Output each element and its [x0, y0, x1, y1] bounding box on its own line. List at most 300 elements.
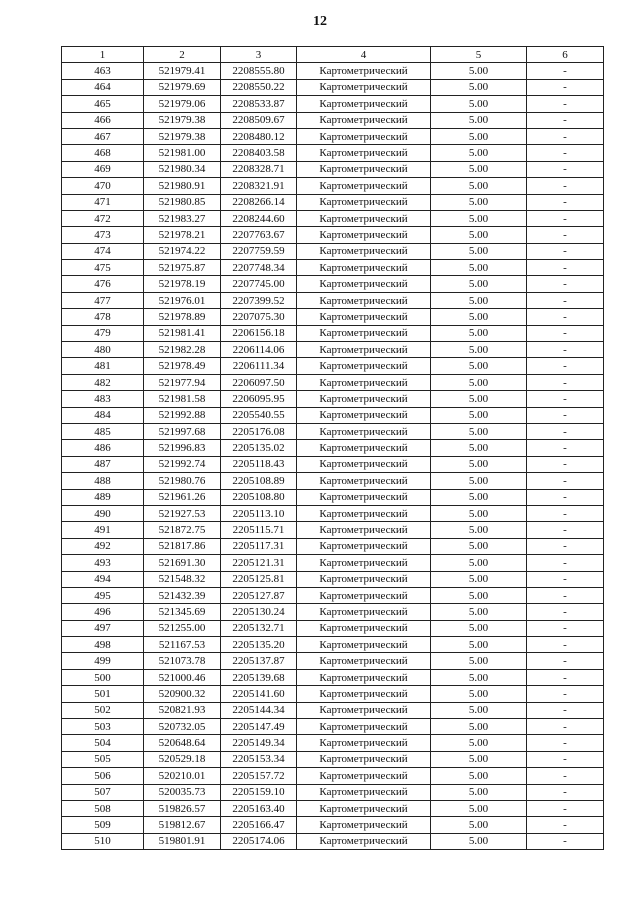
table-cell: 2205115.71 — [221, 522, 297, 538]
column-header: 3 — [221, 47, 297, 63]
table-row — [62, 702, 604, 718]
table-cell: Картометрический — [297, 456, 431, 472]
table-cell: 521997.68 — [144, 423, 221, 439]
table-cell: 5.00 — [431, 620, 527, 636]
table-cell: 471 — [62, 194, 144, 210]
table-cell: - — [527, 440, 604, 456]
table-cell: - — [527, 456, 604, 472]
table-cell: 2205137.87 — [221, 653, 297, 669]
table-row — [62, 604, 604, 620]
table-cell: 521432.39 — [144, 587, 221, 603]
table-row — [62, 161, 604, 177]
table-cell: 2208403.58 — [221, 145, 297, 161]
table-cell: 508 — [62, 800, 144, 816]
table-cell: Картометрический — [297, 210, 431, 226]
table-cell: 5.00 — [431, 735, 527, 751]
table-cell: 466 — [62, 112, 144, 128]
table-cell: 497 — [62, 620, 144, 636]
table-row — [62, 145, 604, 161]
table-cell: - — [527, 473, 604, 489]
table-cell: - — [527, 538, 604, 554]
table-cell: Картометрический — [297, 719, 431, 735]
table-cell: 5.00 — [431, 555, 527, 571]
table-cell: - — [527, 309, 604, 325]
table-row — [62, 391, 604, 407]
table-cell: 520529.18 — [144, 751, 221, 767]
table-cell: Картометрический — [297, 833, 431, 849]
table-cell: Картометрический — [297, 784, 431, 800]
table-cell: 476 — [62, 276, 144, 292]
table-cell: 520035.73 — [144, 784, 221, 800]
table-cell: 521981.00 — [144, 145, 221, 161]
table-cell: 521978.19 — [144, 276, 221, 292]
table-cell: - — [527, 833, 604, 849]
table-cell: 475 — [62, 260, 144, 276]
table-row — [62, 342, 604, 358]
table-cell: 2205108.89 — [221, 473, 297, 489]
table-cell: 499 — [62, 653, 144, 669]
table-cell: Картометрический — [297, 79, 431, 95]
table-cell: 521983.27 — [144, 210, 221, 226]
table-cell: 2207075.30 — [221, 309, 297, 325]
table-cell: 519812.67 — [144, 817, 221, 833]
table-cell: Картометрический — [297, 178, 431, 194]
table-row — [62, 325, 604, 341]
table-cell: 2205118.43 — [221, 456, 297, 472]
table-cell: 489 — [62, 489, 144, 505]
table-row — [62, 227, 604, 243]
table-cell: Картометрический — [297, 374, 431, 390]
table-cell: 521981.58 — [144, 391, 221, 407]
table-cell: 521979.06 — [144, 96, 221, 112]
table-cell: - — [527, 571, 604, 587]
table-cell: 2205108.80 — [221, 489, 297, 505]
table-row — [62, 571, 604, 587]
table-cell: 496 — [62, 604, 144, 620]
table-cell: 5.00 — [431, 833, 527, 849]
column-header: 2 — [144, 47, 221, 63]
table-cell: 521996.83 — [144, 440, 221, 456]
table-cell: 5.00 — [431, 178, 527, 194]
table-cell: 521817.86 — [144, 538, 221, 554]
table-cell: 2208328.71 — [221, 161, 297, 177]
table-cell: 2207748.34 — [221, 260, 297, 276]
table-row — [62, 538, 604, 554]
table-cell: 490 — [62, 505, 144, 521]
table-cell: Картометрический — [297, 817, 431, 833]
table-cell: 5.00 — [431, 342, 527, 358]
column-header: 1 — [62, 47, 144, 63]
table-cell: 5.00 — [431, 768, 527, 784]
table-cell: 2206111.34 — [221, 358, 297, 374]
table-cell: 2205157.72 — [221, 768, 297, 784]
table-cell: 521548.32 — [144, 571, 221, 587]
table-cell: 2205132.71 — [221, 620, 297, 636]
table-cell: - — [527, 637, 604, 653]
table-cell: Картометрический — [297, 358, 431, 374]
table-cell: 500 — [62, 669, 144, 685]
table-row — [62, 112, 604, 128]
table-cell: 521980.76 — [144, 473, 221, 489]
table-cell: Картометрический — [297, 637, 431, 653]
table-cell: 467 — [62, 128, 144, 144]
table-cell: 521978.21 — [144, 227, 221, 243]
table-row — [62, 79, 604, 95]
table-header-row — [62, 47, 604, 63]
table-cell: Картометрический — [297, 653, 431, 669]
table-cell: 5.00 — [431, 473, 527, 489]
table-cell: 521979.38 — [144, 128, 221, 144]
table-cell: - — [527, 325, 604, 341]
table-cell: 5.00 — [431, 161, 527, 177]
table-cell: - — [527, 407, 604, 423]
table-cell: 481 — [62, 358, 144, 374]
table-cell: 469 — [62, 161, 144, 177]
table-row — [62, 440, 604, 456]
table-cell: - — [527, 489, 604, 505]
table-cell: Картометрический — [297, 489, 431, 505]
table-cell: 491 — [62, 522, 144, 538]
table-row — [62, 768, 604, 784]
table-row — [62, 63, 604, 79]
table-row — [62, 292, 604, 308]
table-cell: Картометрический — [297, 686, 431, 702]
table-cell: 2205141.60 — [221, 686, 297, 702]
table-cell: - — [527, 79, 604, 95]
table-row — [62, 473, 604, 489]
table-cell: 521691.30 — [144, 555, 221, 571]
table-cell: - — [527, 276, 604, 292]
table-cell: Картометрический — [297, 571, 431, 587]
table-cell: 5.00 — [431, 423, 527, 439]
table-cell: 521978.49 — [144, 358, 221, 374]
table-cell: Картометрический — [297, 440, 431, 456]
table-cell: 504 — [62, 735, 144, 751]
table-cell: 2205540.55 — [221, 407, 297, 423]
table-row — [62, 653, 604, 669]
table-cell: 5.00 — [431, 522, 527, 538]
table-cell: 5.00 — [431, 604, 527, 620]
table-cell: 2208321.91 — [221, 178, 297, 194]
table-row — [62, 96, 604, 112]
table-row — [62, 407, 604, 423]
table-cell: 2205139.68 — [221, 669, 297, 685]
table-cell: - — [527, 96, 604, 112]
table-cell: 521980.34 — [144, 161, 221, 177]
table-cell: 472 — [62, 210, 144, 226]
table-cell: 495 — [62, 587, 144, 603]
table-cell: 2206156.18 — [221, 325, 297, 341]
table-row — [62, 243, 604, 259]
table-cell: 521961.26 — [144, 489, 221, 505]
table-cell: 5.00 — [431, 391, 527, 407]
table-cell: 2205117.31 — [221, 538, 297, 554]
table-cell: 521977.94 — [144, 374, 221, 390]
table-cell: Картометрический — [297, 96, 431, 112]
table-cell: Картометрический — [297, 407, 431, 423]
table-cell: Картометрический — [297, 161, 431, 177]
table-cell: - — [527, 768, 604, 784]
table-cell: 521167.53 — [144, 637, 221, 653]
table-cell: 521982.28 — [144, 342, 221, 358]
table-row — [62, 128, 604, 144]
table-cell: 482 — [62, 374, 144, 390]
table-cell: 520210.01 — [144, 768, 221, 784]
table-cell: 5.00 — [431, 309, 527, 325]
table-cell: 2205176.08 — [221, 423, 297, 439]
table-row — [62, 505, 604, 521]
table-cell: 520900.32 — [144, 686, 221, 702]
table-cell: 480 — [62, 342, 144, 358]
table-cell: 470 — [62, 178, 144, 194]
table-cell: 2207759.59 — [221, 243, 297, 259]
table-cell: Картометрический — [297, 669, 431, 685]
table-cell: 5.00 — [431, 260, 527, 276]
table-cell: 483 — [62, 391, 144, 407]
table-cell: - — [527, 128, 604, 144]
table-cell: 5.00 — [431, 194, 527, 210]
table-cell: Картометрический — [297, 735, 431, 751]
table-cell: - — [527, 604, 604, 620]
table-cell: 521992.88 — [144, 407, 221, 423]
table-cell: 2208550.22 — [221, 79, 297, 95]
table-cell: Картометрический — [297, 227, 431, 243]
table-cell: 501 — [62, 686, 144, 702]
table-cell: 2205163.40 — [221, 800, 297, 816]
table-cell: 5.00 — [431, 505, 527, 521]
table-cell: 5.00 — [431, 276, 527, 292]
table-row — [62, 686, 604, 702]
table-cell: - — [527, 587, 604, 603]
table-cell: 498 — [62, 637, 144, 653]
table-cell: 5.00 — [431, 538, 527, 554]
table-row — [62, 735, 604, 751]
table-cell: 520648.64 — [144, 735, 221, 751]
table-cell: 5.00 — [431, 79, 527, 95]
table-cell: 509 — [62, 817, 144, 833]
table-row — [62, 587, 604, 603]
table-cell: 2206097.50 — [221, 374, 297, 390]
table-cell: Картометрический — [297, 555, 431, 571]
table-cell: Картометрический — [297, 260, 431, 276]
table-cell: Картометрический — [297, 292, 431, 308]
table-cell: 492 — [62, 538, 144, 554]
table-cell: 5.00 — [431, 719, 527, 735]
table-cell: 5.00 — [431, 374, 527, 390]
table-cell: 506 — [62, 768, 144, 784]
table-cell: 474 — [62, 243, 144, 259]
table-row — [62, 751, 604, 767]
table-row — [62, 210, 604, 226]
table-cell: 2206095.95 — [221, 391, 297, 407]
page-number: 12 — [313, 14, 327, 29]
table-cell: 463 — [62, 63, 144, 79]
table-cell: 487 — [62, 456, 144, 472]
table-cell: - — [527, 391, 604, 407]
column-header: 5 — [431, 47, 527, 63]
table-cell: 521975.87 — [144, 260, 221, 276]
table-cell: 493 — [62, 555, 144, 571]
table-cell: - — [527, 342, 604, 358]
table-cell: 521976.01 — [144, 292, 221, 308]
table-cell: Картометрический — [297, 620, 431, 636]
table-row — [62, 637, 604, 653]
table-row — [62, 374, 604, 390]
table-cell: 2205159.10 — [221, 784, 297, 800]
table-body — [62, 63, 604, 850]
table-cell: 2208266.14 — [221, 194, 297, 210]
table-cell: 2205135.02 — [221, 440, 297, 456]
table-cell: 5.00 — [431, 227, 527, 243]
table-row — [62, 260, 604, 276]
table-cell: 5.00 — [431, 456, 527, 472]
table-cell: 2205127.87 — [221, 587, 297, 603]
table-cell: 5.00 — [431, 817, 527, 833]
table-cell: Картометрический — [297, 538, 431, 554]
table-cell: - — [527, 63, 604, 79]
table-cell: 505 — [62, 751, 144, 767]
table-cell: 2205174.06 — [221, 833, 297, 849]
column-header: 6 — [527, 47, 604, 63]
table-cell: - — [527, 620, 604, 636]
table-cell: 521073.78 — [144, 653, 221, 669]
table-cell: 5.00 — [431, 325, 527, 341]
table-cell: 521974.22 — [144, 243, 221, 259]
table-cell: 473 — [62, 227, 144, 243]
table-row — [62, 358, 604, 374]
table-cell: 5.00 — [431, 407, 527, 423]
table-cell: 5.00 — [431, 63, 527, 79]
table-cell: Картометрический — [297, 112, 431, 128]
table-cell: 521979.38 — [144, 112, 221, 128]
table-cell: 5.00 — [431, 112, 527, 128]
table-cell: - — [527, 555, 604, 571]
table-cell: Картометрический — [297, 243, 431, 259]
table-row — [62, 833, 604, 849]
table-cell: 520732.05 — [144, 719, 221, 735]
table-cell: 519826.57 — [144, 800, 221, 816]
table-cell: - — [527, 522, 604, 538]
table-cell: 521000.46 — [144, 669, 221, 685]
table-row — [62, 423, 604, 439]
table-cell: 478 — [62, 309, 144, 325]
table-cell: Картометрический — [297, 587, 431, 603]
table-cell: - — [527, 669, 604, 685]
table-cell: 5.00 — [431, 587, 527, 603]
table-cell: 2206114.06 — [221, 342, 297, 358]
table-cell: - — [527, 817, 604, 833]
table-cell: Картометрический — [297, 276, 431, 292]
table-cell: 2208555.80 — [221, 63, 297, 79]
table-cell: 2205147.49 — [221, 719, 297, 735]
table-cell: Картометрический — [297, 128, 431, 144]
table-row — [62, 489, 604, 505]
table-cell: 494 — [62, 571, 144, 587]
table-cell: - — [527, 178, 604, 194]
table-cell: 2208533.87 — [221, 96, 297, 112]
table-cell: - — [527, 784, 604, 800]
table-cell: - — [527, 243, 604, 259]
table-cell: 521981.41 — [144, 325, 221, 341]
table-cell: 2205149.34 — [221, 735, 297, 751]
table-cell: 5.00 — [431, 800, 527, 816]
table-cell: 2208509.67 — [221, 112, 297, 128]
table-row — [62, 669, 604, 685]
table-cell: Картометрический — [297, 604, 431, 620]
table-row — [62, 194, 604, 210]
table-cell: 2208244.60 — [221, 210, 297, 226]
table-cell: 502 — [62, 702, 144, 718]
table-cell: 479 — [62, 325, 144, 341]
table-cell: 5.00 — [431, 128, 527, 144]
table-cell: - — [527, 735, 604, 751]
table-cell: 5.00 — [431, 669, 527, 685]
table-cell: 5.00 — [431, 784, 527, 800]
table-cell: - — [527, 194, 604, 210]
table-cell: 486 — [62, 440, 144, 456]
table-cell: Картометрический — [297, 473, 431, 489]
table-row — [62, 309, 604, 325]
table-cell: 464 — [62, 79, 144, 95]
table-cell: Картометрический — [297, 768, 431, 784]
table-cell: Картометрический — [297, 63, 431, 79]
table-cell: 2207763.67 — [221, 227, 297, 243]
table-cell: - — [527, 374, 604, 390]
table-cell: 2205121.31 — [221, 555, 297, 571]
table-cell: Картометрический — [297, 800, 431, 816]
table-cell: 2205166.47 — [221, 817, 297, 833]
table-cell: Картометрический — [297, 423, 431, 439]
table-cell: 477 — [62, 292, 144, 308]
table-cell: - — [527, 292, 604, 308]
table-cell: 2207399.52 — [221, 292, 297, 308]
table-cell: 5.00 — [431, 637, 527, 653]
table-cell: 521927.53 — [144, 505, 221, 521]
table-cell: 5.00 — [431, 292, 527, 308]
table-cell: 2207745.00 — [221, 276, 297, 292]
table-cell: 5.00 — [431, 243, 527, 259]
table-cell: 521978.89 — [144, 309, 221, 325]
table-cell: 521345.69 — [144, 604, 221, 620]
table-cell: Картометрический — [297, 325, 431, 341]
coordinates-table — [61, 46, 604, 850]
table-cell: 503 — [62, 719, 144, 735]
table-cell: Картометрический — [297, 702, 431, 718]
table-row — [62, 800, 604, 816]
table-row — [62, 719, 604, 735]
table-cell: 5.00 — [431, 653, 527, 669]
table-cell: 521980.85 — [144, 194, 221, 210]
table-row — [62, 522, 604, 538]
table-cell: 5.00 — [431, 210, 527, 226]
table-cell: - — [527, 800, 604, 816]
table-cell: 485 — [62, 423, 144, 439]
table-cell: Картометрический — [297, 342, 431, 358]
table-cell: - — [527, 719, 604, 735]
table-cell: Картометрический — [297, 751, 431, 767]
table-cell: - — [527, 260, 604, 276]
table-cell: 5.00 — [431, 489, 527, 505]
table-cell: 2205135.20 — [221, 637, 297, 653]
table-cell: 520821.93 — [144, 702, 221, 718]
table-cell: Картометрический — [297, 505, 431, 521]
table-cell: 521992.74 — [144, 456, 221, 472]
table-cell: - — [527, 161, 604, 177]
table-cell: 5.00 — [431, 145, 527, 161]
table-cell: - — [527, 145, 604, 161]
table-cell: 2205130.24 — [221, 604, 297, 620]
table-cell: Картометрический — [297, 522, 431, 538]
